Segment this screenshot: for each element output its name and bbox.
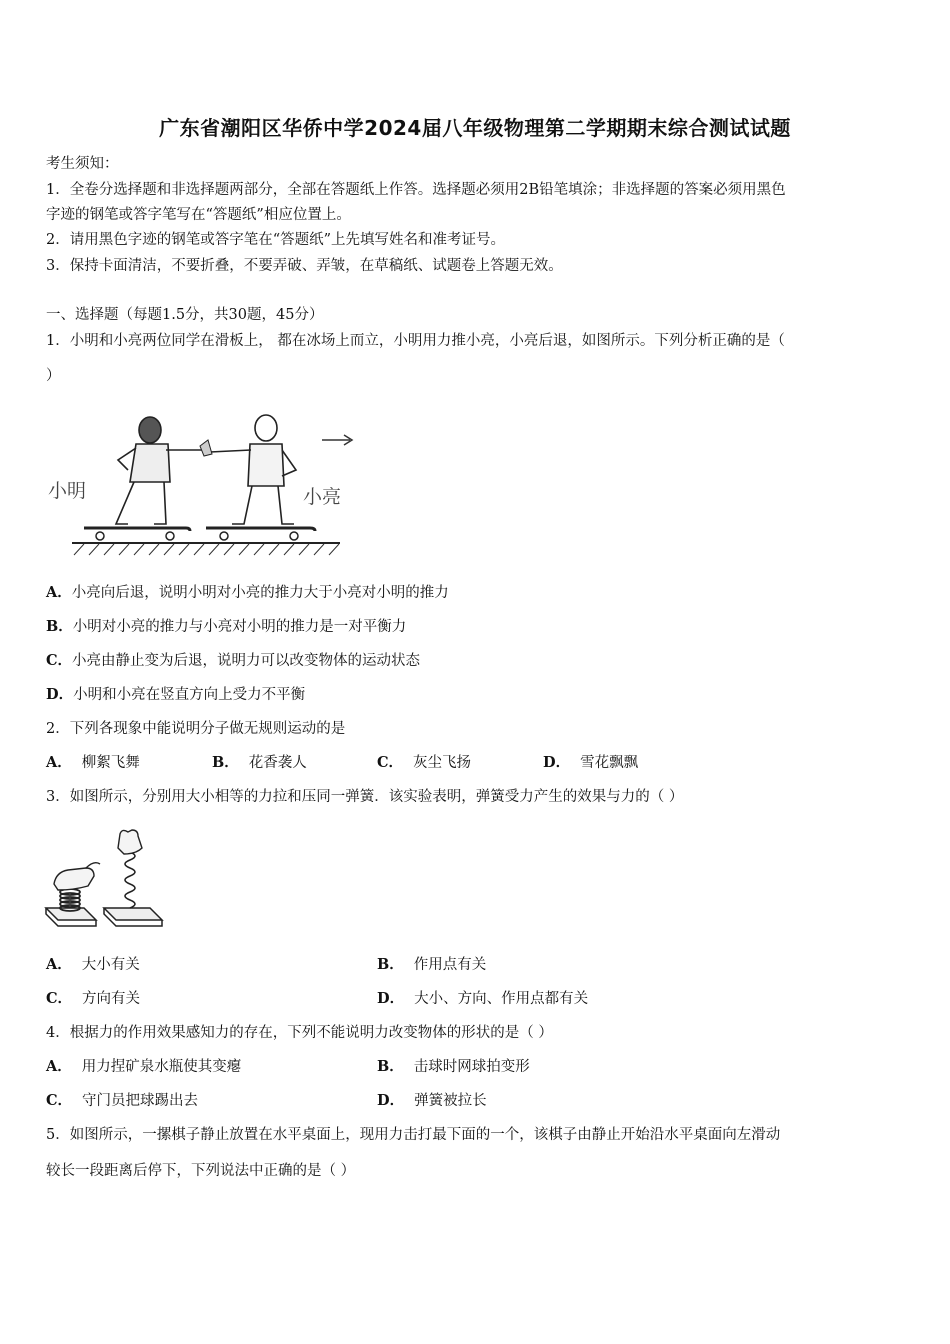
q3-option-b[interactable]: B． 作用点有关 (377, 956, 487, 973)
q2-option-c[interactable]: C． 灰尘飞扬 (377, 754, 472, 771)
q4-option-d[interactable]: D． 弹簧被拉长 (377, 1092, 487, 1109)
spring-figure (44, 828, 168, 930)
figure-label-xiaoming: 小明 (48, 480, 87, 502)
notice-heading: 考生须知： (46, 156, 119, 172)
figure-label-xiaoliang: 小亮 (303, 486, 342, 508)
notice-item-3: 3．保持卡面清洁，不要折叠，不要弄破、弄皱，在草稿纸、试题卷上答题无效。 (46, 258, 563, 274)
q1-stem-cont: ） (46, 368, 61, 384)
q3-option-c[interactable]: C． 方向有关 (46, 990, 141, 1007)
q1-option-a[interactable]: A．小亮向后退，说明小明对小亮的推力大于小亮对小明的推力 (46, 584, 449, 601)
notice-item-2: 2．请用黑色字迹的钢笔或答字笔在“答题纸”上先填写姓名和准考证号。 (46, 232, 506, 248)
q4-option-c[interactable]: C． 守门员把球踢出去 (46, 1092, 199, 1109)
q1-option-c[interactable]: C．小亮由静止变为后退，说明力可以改变物体的运动状态 (46, 652, 421, 669)
q2-stem: 2．下列各现象中能说明分子做无规则运动的是 (46, 721, 346, 737)
section-heading: 一、选择题（每题1.5分，共30题，45分） (46, 307, 324, 323)
q2-option-a[interactable]: A． 柳絮飞舞 (46, 754, 140, 771)
q2-option-d[interactable]: D． 雪花飘飘 (543, 754, 639, 771)
q1-stem: 1．小明和小亮两位同学在滑板上， 都在冰场上而立，小明用力推小亮，小亮后退，如图所示。下列分析正确的是（ (46, 333, 785, 349)
notice-item-1: 1．全卷分选择题和非选择题两部分，全部在答题纸上作答。选择题必须用2B铅笔填涂；非选择题的答案必须用黑色 (46, 182, 786, 198)
q4-option-b[interactable]: B． 击球时网球拍变形 (377, 1058, 530, 1075)
q1-option-d[interactable]: D．小明和小亮在竖直方向上受力不平衡 (46, 686, 306, 703)
notice-item-1-cont: 字迹的钢笔或答字笔写在“答题纸”相应位置上。 (46, 207, 351, 223)
q3-option-a[interactable]: A． 大小有关 (46, 956, 140, 973)
q4-option-a[interactable]: A． 用力捏矿泉水瓶使其变瘪 (46, 1058, 242, 1075)
q5-stem-cont: 较长一段距离后停下，下列说法中正确的是（ ） (46, 1163, 356, 1179)
q1-option-b[interactable]: B．小明对小亮的推力与小亮对小明的推力是一对平衡力 (46, 618, 407, 635)
q4-stem: 4．根据力的作用效果感知力的存在，下列不能说明力改变物体的形状的是（ ） (46, 1025, 553, 1041)
q3-option-d[interactable]: D． 大小、方向、作用点都有关 (377, 990, 589, 1007)
exam-title: 广东省潮阳区华侨中学2024届八年级物理第二学期期末综合测试试题 (159, 116, 791, 140)
q5-stem: 5．如图所示，一摞棋子静止放置在水平桌面上，现用力击打最下面的一个，该棋子由静止开始沿水平桌面向左滑动 (46, 1127, 781, 1143)
q2-option-b[interactable]: B． 花香袭人 (212, 754, 307, 771)
q3-stem: 3．如图所示，分别用大小相等的力拉和压同一弹簧．该实验表明，弹簧受力产生的效果与力的（ ） (46, 789, 684, 805)
